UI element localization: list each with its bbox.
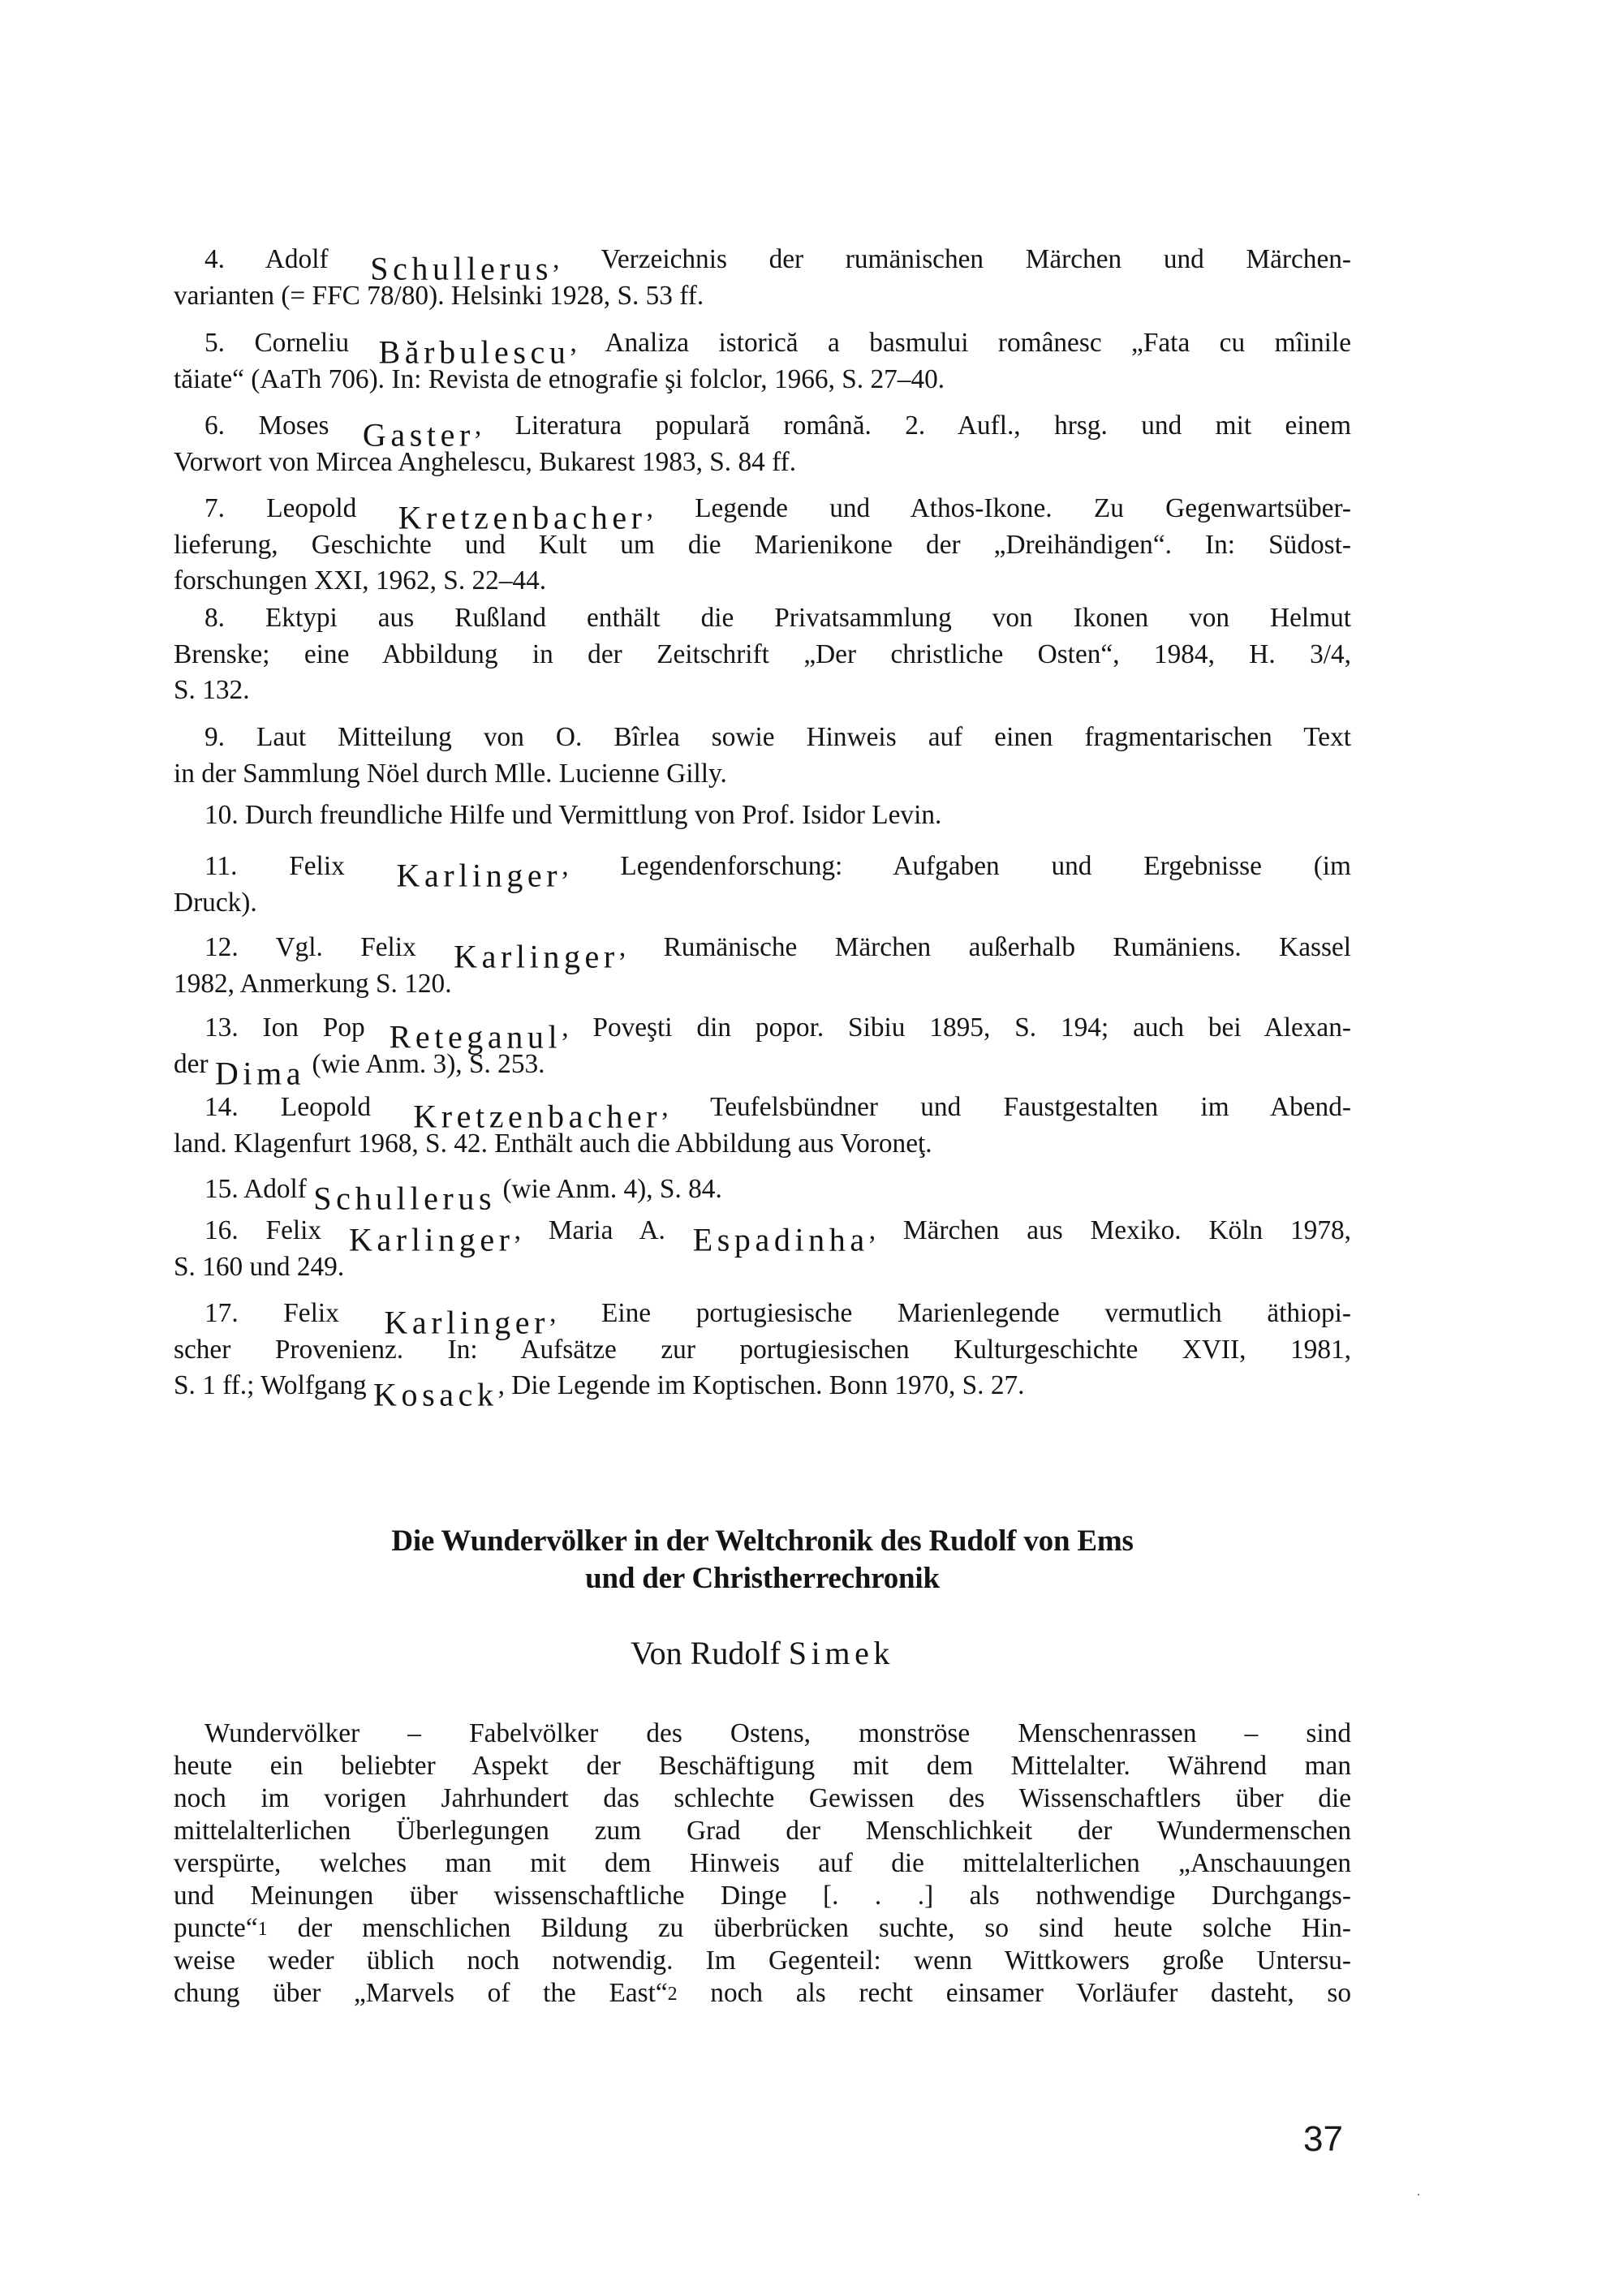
text-run: 7. Leopold <box>204 493 398 523</box>
text-run: Druck). <box>174 888 257 918</box>
text-run: weise weder üblich noch notwendig. Im Gegenteil: wenn Wittkowers große Untersu- <box>174 1946 1351 1976</box>
text-run: , Verzeichnis der rumänischen Märchen und Märchen- <box>553 244 1351 274</box>
footnote-line <box>174 1331 1351 1369</box>
text-run: noch im vorigen Jahrhundert das schlechte Gewissen des Wissenschaftlers über die <box>174 1783 1351 1813</box>
footnote-line <box>174 1249 1351 1286</box>
text-run: tăiate“ (AaTh 706). In: Revista de etnografie şi folclor, 1966, S. 27–40. <box>174 364 945 394</box>
text-run: 1982, Anmerkung S. 120. <box>174 969 452 999</box>
footnote-line <box>174 1046 1351 1092</box>
text-run: 17. Felix <box>204 1298 385 1328</box>
text-run: , Legende und Athos-Ikone. Zu Gegenwartsüber- <box>646 493 1351 523</box>
author-name: Karlinger <box>384 1304 550 1341</box>
text-run: in der Sammlung Nöel durch Mlle. Lucienne Gilly. <box>174 759 727 789</box>
author-name: Schullerus <box>313 1180 497 1217</box>
author-name: Kretzenbacher <box>413 1098 662 1135</box>
text-run: noch als recht einsamer Vorläufer dasteht, so <box>677 1978 1351 2008</box>
byline-author: Simek <box>788 1635 895 1671</box>
byline-prefix: Von Rudolf <box>630 1635 789 1671</box>
footnote-line <box>174 241 1351 287</box>
text-run: , Teufelsbündner und Faustgestalten im Abend- <box>661 1092 1351 1122</box>
text-run: 12. Vgl. Felix <box>204 932 454 962</box>
footnote-line <box>174 672 1351 709</box>
footnote-reference: 2 <box>667 1984 678 2006</box>
text-run: Brenske; eine Abbildung in der Zeitschrift „Der christliche Osten“, 1984, H. 3/4, <box>174 639 1351 669</box>
text-run: , Eine portugiesische Marienlegende vermutlich äthiopi- <box>549 1298 1351 1328</box>
text-run: puncte“ <box>174 1913 258 1943</box>
text-run: , Literatura populară română. 2. Aufl., hrsg. und mit einem <box>474 411 1351 441</box>
scan-speck <box>1418 2194 1419 2195</box>
text-run: heute ein beliebter Aspekt der Beschäftigung mit dem Mittelalter. Während man <box>174 1751 1351 1781</box>
author-name: Schullerus <box>370 250 553 287</box>
footnote-line <box>174 325 1351 371</box>
author-name: Karlinger <box>454 938 619 975</box>
text-run: 9. Laut Mitteilung von O. Bîrlea sowie Hinweis auf einen fragmentarischen Text <box>204 722 1351 752</box>
author-name: Dima <box>214 1055 306 1092</box>
text-run: S. 1 ff.; Wolfgang <box>174 1370 374 1400</box>
footnote-line <box>174 444 1351 481</box>
footnote-line <box>174 755 1351 793</box>
footnote-line <box>174 527 1351 564</box>
text-run: der <box>174 1049 215 1079</box>
text-run: S. 132. <box>174 675 250 705</box>
page-number: 37 <box>1303 2119 1343 2159</box>
footnote-line <box>174 277 1351 315</box>
article-title-line-1: Die Wundervölker in der Weltchronik des Rudolf von Ems <box>391 1524 1134 1558</box>
text-run: varianten (= FFC 78/80). Helsinki 1928, S. 53 ff. <box>174 281 704 311</box>
text-run: , Märchen aus Mexiko. Köln 1978, <box>868 1215 1351 1245</box>
text-run: 5. Corneliu <box>204 328 379 358</box>
footnote-line <box>174 562 1351 600</box>
text-run: 13. Ion Pop <box>204 1013 390 1043</box>
footnote-line <box>174 797 1351 834</box>
footnote-line <box>174 719 1351 756</box>
text-run: 15. Adolf <box>204 1174 314 1204</box>
footnote-line <box>174 965 1351 1003</box>
footnote-line <box>174 1295 1351 1341</box>
footnote-line <box>174 884 1351 922</box>
text-run: (wie Anm. 4), S. 84. <box>496 1174 722 1204</box>
text-run: mittelalterlichen Überlegungen zum Grad der Menschlichkeit der Wundermenschen <box>174 1816 1351 1846</box>
footnote-line <box>174 1171 1351 1217</box>
text-run: , Rumänische Märchen außerhalb Rumäniens. Kassel <box>618 932 1351 962</box>
footnote-line <box>174 1367 1351 1413</box>
author-name: Karlinger <box>396 857 562 894</box>
text-run: , Poveşti din popor. Sibiu 1895, S. 194; auch bei Alexan- <box>562 1013 1351 1043</box>
text-run: und Meinungen über wissenschaftliche Dinge [. . .] als nothwendige Durchgangs- <box>174 1881 1351 1911</box>
text-run: 14. Leopold <box>204 1092 414 1122</box>
footnote-line <box>174 929 1351 975</box>
footnote-line <box>174 1009 1351 1056</box>
text-run: , Maria A. <box>514 1215 693 1245</box>
text-run: verspürte, welches man mit dem Hinweis auf die mittelalterlichen „Anschauungen <box>174 1848 1351 1878</box>
text-run: 11. Felix <box>204 851 397 881</box>
body-line <box>174 1975 1351 2012</box>
text-run: Vorwort von Mircea Anghelescu, Bukarest 1983, S. 84 ff. <box>174 447 797 477</box>
footnote-line <box>174 600 1351 637</box>
author-name: Kosack <box>373 1376 498 1413</box>
footnote-line <box>174 1089 1351 1135</box>
text-run: 10. Durch freundliche Hilfe und Vermittlung von Prof. Isidor Levin. <box>204 800 942 830</box>
text-run: 8. Ektypi aus Rußland enthält die Privatsammlung von Ikonen von Helmut <box>204 603 1351 633</box>
text-run: S. 160 und 249. <box>174 1252 345 1282</box>
article-title-line-2: und der Christherrechronik <box>585 1562 940 1595</box>
footnote-line <box>174 848 1351 894</box>
author-name: Gaster <box>362 416 475 454</box>
footnote-reference: 1 <box>257 1919 268 1941</box>
text-run: scher Provenienz. In: Aufsätze zur portugiesischen Kulturgeschichte XVII, 1981, <box>174 1335 1351 1365</box>
footnote-line <box>174 407 1351 454</box>
text-run: , Analiza istorică a basmului românesc „Fata cu mîinile <box>570 328 1351 358</box>
text-run: der menschlichen Bildung zu überbrücken suchte, so sind heute solche Hin- <box>267 1913 1351 1943</box>
text-run: 4. Adolf <box>204 244 371 274</box>
author-name: Reteganul <box>389 1018 562 1056</box>
text-run: Wundervölker – Fabelvölker des Ostens, monströse Menschenrassen – sind <box>204 1718 1351 1748</box>
text-run: land. Klagenfurt 1968, S. 42. Enthält auch die Abbildung aus Voroneţ. <box>174 1129 932 1159</box>
text-run: 16. Felix <box>204 1215 349 1245</box>
author-name: Kretzenbacher <box>398 499 647 536</box>
text-run: , Legendenforschung: Aufgaben und Ergebnisse (im <box>562 851 1351 881</box>
text-run: chung über „Marvels of the East“ <box>174 1978 668 2008</box>
footnote-line <box>174 490 1351 536</box>
author-name: Espadinha <box>692 1221 869 1258</box>
text-run: (wie Anm. 3), S. 253. <box>305 1049 545 1079</box>
text-run: lieferung, Geschichte und Kult um die Marienikone der „Dreihändigen“. In: Südost- <box>174 530 1351 560</box>
article-byline <box>174 1635 1351 1672</box>
footnote-line <box>174 636 1351 673</box>
author-name: Bărbulescu <box>378 333 570 371</box>
text-run: 6. Moses <box>204 411 363 441</box>
footnote-line <box>174 361 1351 398</box>
footnote-line <box>174 1125 1351 1163</box>
text-run: forschungen XXI, 1962, S. 22–44. <box>174 565 547 595</box>
footnote-line <box>174 1212 1351 1258</box>
author-name: Karlinger <box>348 1221 514 1258</box>
text-run: , Die Legende im Koptischen. Bonn 1970, S. 27. <box>497 1370 1025 1400</box>
